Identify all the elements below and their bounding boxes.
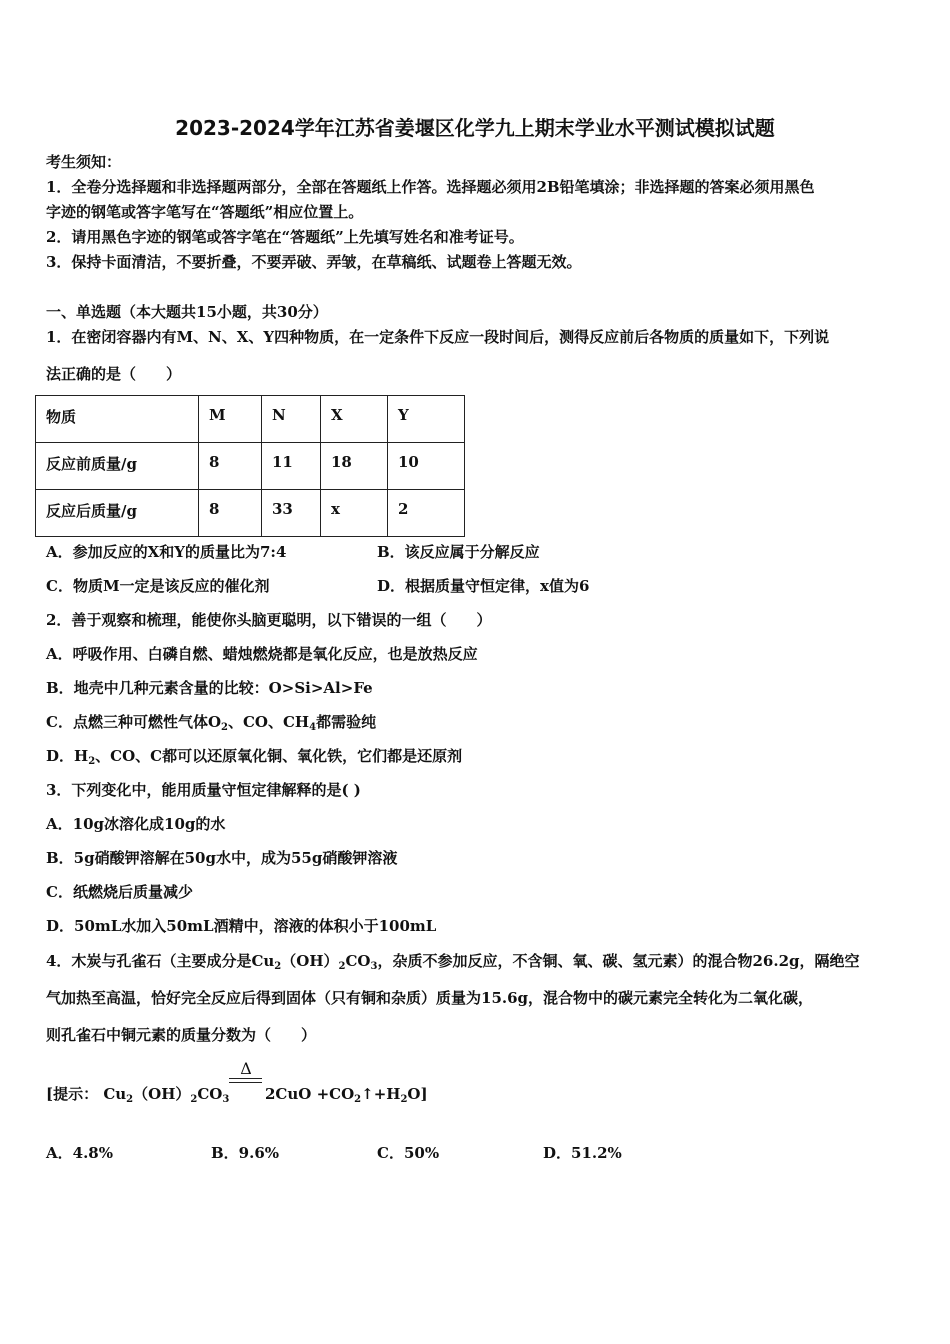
- reaction-equals-sign: [229, 1078, 262, 1083]
- table-cell: 物质: [36, 396, 199, 443]
- section-heading: 一、单选题（本大题共15小题，共30分）: [46, 303, 328, 321]
- table-cell: 8: [199, 443, 262, 490]
- q3-option-b[interactable]: B．5g硝酸钾溶解在50g水中，成为55g硝酸钾溶液: [46, 849, 398, 867]
- subscript: 2: [338, 961, 346, 972]
- text-span: O]: [407, 1085, 428, 1103]
- table-cell: 8: [199, 490, 262, 537]
- q2-option-d[interactable]: [46, 746, 462, 766]
- notice-item-1-line-2: 字迹的钢笔或答字笔写在“答题纸”相应位置上。: [46, 203, 364, 221]
- text-span: [提示： Cu: [46, 1085, 127, 1103]
- q2-option-a[interactable]: A．呼吸作用、白磷自燃、蜡烛燃烧都是氧化反应，也是放热反应: [46, 645, 478, 663]
- subscript: 3: [370, 961, 378, 972]
- q3-stem: 3．下列变化中，能用质量守恒定律解释的是( ): [46, 781, 361, 799]
- q1-mass-table: [35, 395, 465, 537]
- text-span: （OH）: [133, 1085, 191, 1103]
- q4-hint-products: [265, 1084, 428, 1104]
- subscript: 2: [221, 722, 228, 733]
- subscript: 2: [274, 961, 282, 972]
- subscript: 2: [354, 1094, 362, 1105]
- table-cell: M: [199, 396, 262, 443]
- table-cell: x: [321, 490, 388, 537]
- q2-option-c[interactable]: [46, 712, 376, 732]
- q4-option-d[interactable]: D．51.2%: [543, 1144, 622, 1162]
- q1-option-b[interactable]: B．该反应属于分解反应: [377, 543, 540, 561]
- text-span: （OH）: [281, 952, 339, 970]
- notice-heading: 考生须知：: [46, 153, 122, 171]
- q2-option-b[interactable]: B．地壳中几种元素含量的比较：O>Si>Al>Fe: [46, 679, 373, 697]
- table-row: [36, 490, 465, 537]
- table-cell: Y: [388, 396, 465, 443]
- table-cell: 11: [262, 443, 321, 490]
- text-span: ，杂质不参加反应，不含铜、氧、碳、氢元素）的混合物26.2g，隔绝空: [377, 952, 860, 970]
- heat-delta-symbol: Δ: [240, 1059, 252, 1078]
- q4-stem-line-1: [46, 951, 860, 971]
- text-span: 、CO、CH: [227, 713, 310, 731]
- text-span: 、CO、C都可以还原氧化铜、氧化铁，它们都是还原剂: [95, 747, 463, 765]
- table-cell: 2: [388, 490, 465, 537]
- table-row: [36, 396, 465, 443]
- notice-item-2: 2．请用黑色字迹的钢笔或答字笔在“答题纸”上先填写姓名和准考证号。: [46, 228, 524, 246]
- table-cell: 33: [262, 490, 321, 537]
- notice-item-1-line-1: 1．全卷分选择题和非选择题两部分，全部在答题纸上作答。选择题必须用2B铅笔填涂；非选择题的答案必须用黑色: [46, 178, 815, 196]
- text-span: D．H: [46, 747, 89, 765]
- table-cell: 10: [388, 443, 465, 490]
- subscript: 2: [88, 756, 96, 767]
- subscript: 2: [190, 1094, 198, 1105]
- subscript: 2: [400, 1094, 408, 1105]
- q1-stem-line-1: 1．在密闭容器内有M、N、X、Y四种物质，在一定条件下反应一段时间后，测得反应前后各物质的质量如下，下列说: [46, 328, 830, 346]
- q4-option-c[interactable]: C．50%: [377, 1144, 440, 1162]
- q4-hint-reactant: [46, 1084, 229, 1104]
- text-span: CO: [345, 952, 371, 970]
- q4-option-b[interactable]: B．9.6%: [211, 1144, 280, 1162]
- text-span: C．点燃三种可燃性气体O: [46, 713, 222, 731]
- notice-item-3: 3．保持卡面清洁，不要折叠，不要弄破、弄皱，在草稿纸、试题卷上答题无效。: [46, 253, 582, 271]
- table-cell: 反应后质量/g: [36, 490, 199, 537]
- subscript: 3: [222, 1094, 230, 1105]
- q1-option-d[interactable]: D．根据质量守恒定律，x值为6: [377, 577, 590, 595]
- text-span: 都需验纯: [316, 713, 377, 731]
- q4-stem-line-2: 气加热至高温，恰好完全反应后得到固体（只有铜和杂质）质量为15.6g，混合物中的碳元素完全转化为二氧化碳，: [46, 989, 814, 1007]
- text-span: 4．木炭与孔雀石（主要成分是Cu: [46, 952, 275, 970]
- subscript: 2: [126, 1094, 134, 1105]
- subscript: 4: [309, 722, 317, 733]
- q2-stem: 2．善于观察和梳理，能使你头脑更聪明，以下错误的一组（ ）: [46, 611, 492, 629]
- q1-stem-line-2: 法正确的是（ ）: [46, 365, 182, 383]
- q4-stem-line-3: 则孔雀石中铜元素的质量分数为（ ）: [46, 1026, 317, 1044]
- text-span: ↑+H: [361, 1085, 401, 1103]
- q3-option-a[interactable]: A．10g冰溶化成10g的水: [46, 815, 226, 833]
- q1-option-a[interactable]: A．参加反应的X和Y的质量比为7:4: [46, 543, 287, 561]
- q1-option-c[interactable]: C．物质M一定是该反应的催化剂: [46, 577, 270, 595]
- q4-option-a[interactable]: A．4.8%: [46, 1144, 113, 1162]
- table-cell: N: [262, 396, 321, 443]
- q3-option-c[interactable]: C．纸燃烧后质量减少: [46, 883, 193, 901]
- page-title: 2023-2024学年江苏省姜堰区化学九上期末学业水平测试模拟试题: [175, 116, 775, 140]
- text-span: CO: [197, 1085, 223, 1103]
- table-row: [36, 443, 465, 490]
- table-cell: X: [321, 396, 388, 443]
- text-span: 2CuO +CO: [265, 1085, 355, 1103]
- table-cell: 反应前质量/g: [36, 443, 199, 490]
- table-cell: 18: [321, 443, 388, 490]
- q3-option-d[interactable]: D．50mL水加入50mL酒精中，溶液的体积小于100mL: [46, 917, 437, 935]
